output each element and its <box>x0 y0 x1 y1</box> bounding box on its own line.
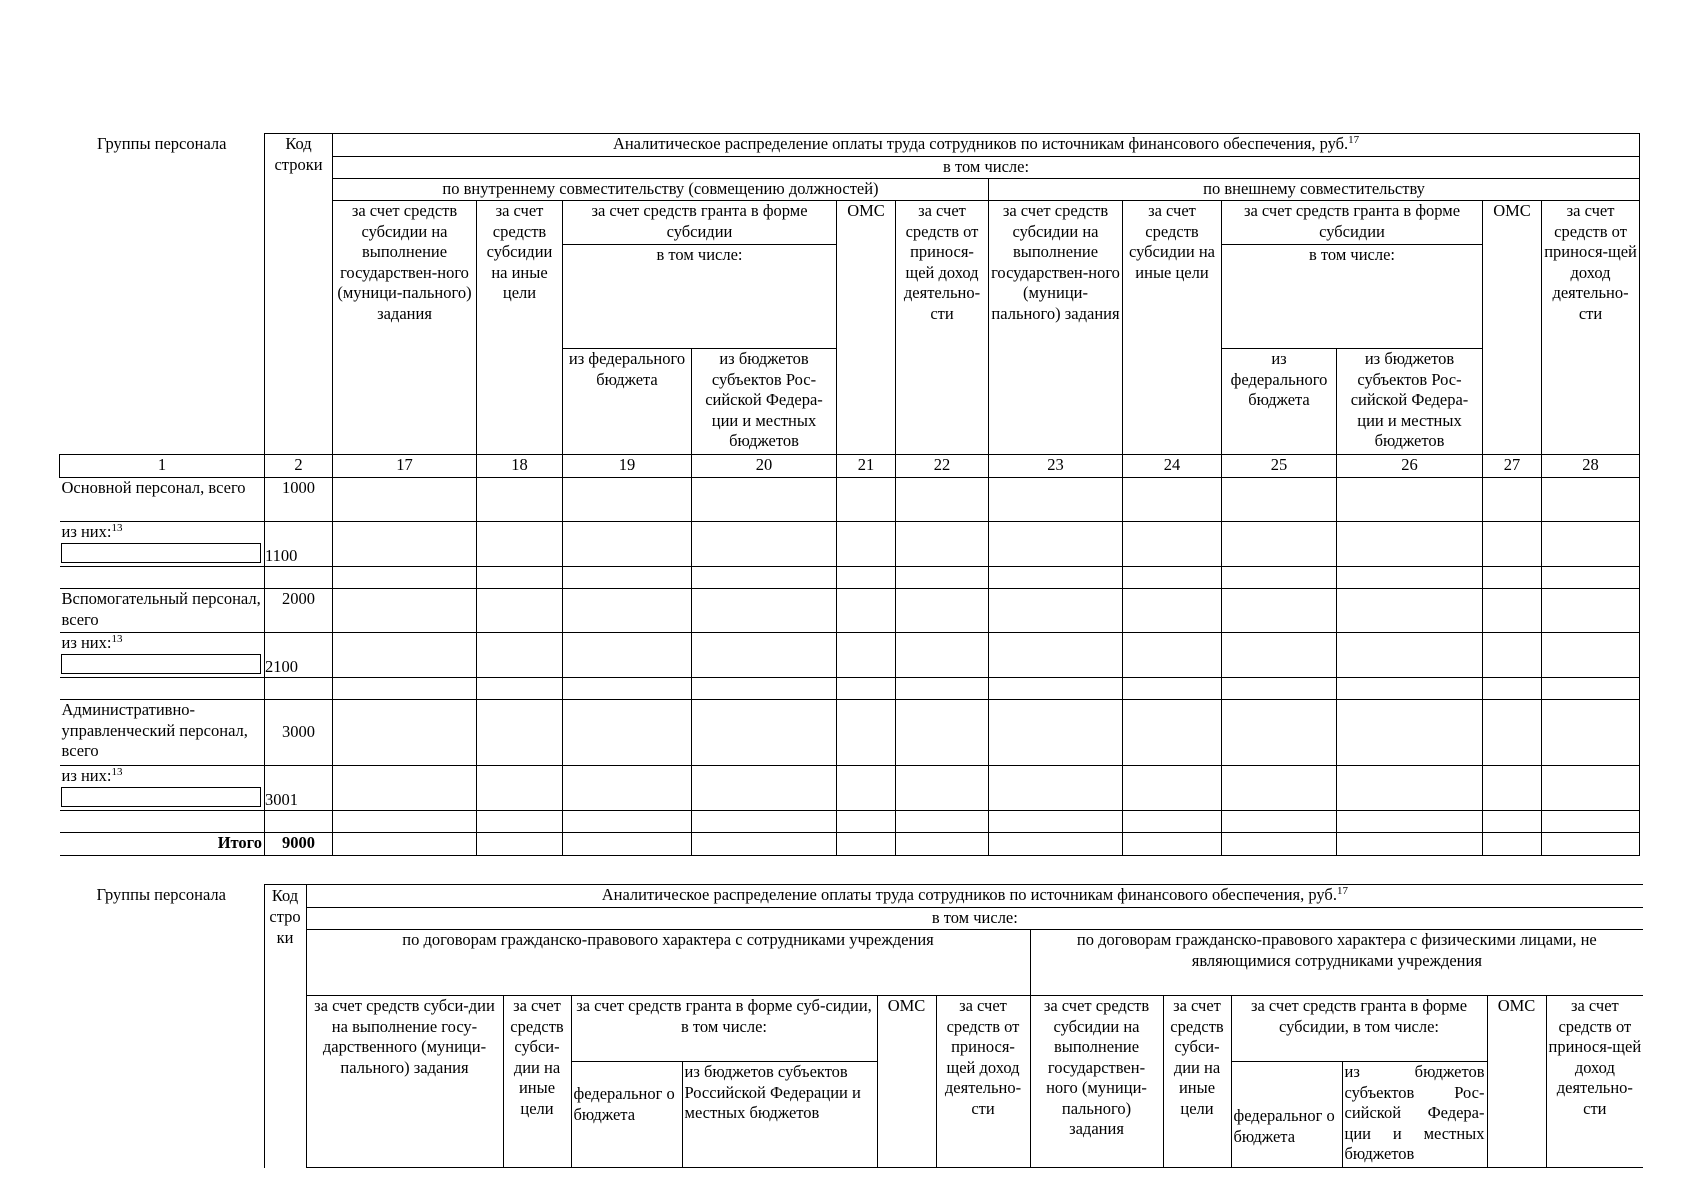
col-subsidy-other: за счет средств субсидии на иные цели <box>477 201 563 455</box>
subgroup-input[interactable] <box>61 543 261 563</box>
header-gph-individuals: по договорам гражданско-правового характера с физическими лицами, не являющимися сотрудниками учреждения <box>1030 930 1643 996</box>
col-regional-2: из бюджетов субъектов Российской Федерации и местных бюджетов <box>682 1062 877 1168</box>
row-code: 1100 <box>265 522 333 567</box>
row-code: 2000 <box>265 589 333 633</box>
col-number: 1 <box>60 455 265 478</box>
col-number: 26 <box>1337 455 1483 478</box>
col-number: 17 <box>333 455 477 478</box>
of-them-label: из них:$^{13}$ <box>61 766 123 785</box>
table-row <box>60 589 1640 633</box>
col-number: 25 <box>1222 455 1337 478</box>
col-number: 22 <box>896 455 989 478</box>
col-number: 21 <box>837 455 896 478</box>
header-internal: по внутреннему совместительству (совмещению должностей) <box>333 179 989 201</box>
total-row <box>60 833 1640 856</box>
header-external: по внешнему совместительству <box>989 179 1640 201</box>
header-title-2: Аналитическое распределение оплаты труда сотрудников по источникам финансового обеспечения, руб.$^{17}$ <box>306 885 1643 908</box>
col-income: за счет средств от принося-щей доход деятельно-сти <box>896 201 989 455</box>
header-gph-staff: по договорам гражданско-правового характера с сотрудниками учреждения <box>306 930 1030 996</box>
col-federal-ext-2: федеральног о бюджета <box>1231 1062 1342 1168</box>
header-title: Аналитическое распределение оплаты труда сотрудников по источникам финансового обеспечения, руб.$^{17}$ <box>333 134 1640 157</box>
header-code: Код строки <box>265 134 333 455</box>
col-subsidy-other-ext-2: за счет средств субси-дии на иные цели <box>1163 996 1231 1168</box>
col-regional-ext-2: из бюджетов субъектов Рос-сийской Федера-ции и местных бюджетов <box>1342 1062 1487 1168</box>
row-code: 1000 <box>265 478 333 522</box>
subgroup-input[interactable] <box>61 787 261 807</box>
col-subsidy-task-2: за счет средств субси-дии на выполнение госу-дарственного (муници-пального) задания <box>306 996 503 1168</box>
header-including: в том числе: <box>333 157 1640 179</box>
col-subsidy-other-2: за счет средств субси-дии на иные цели <box>503 996 571 1168</box>
col-grant-ext: за счет средств гранта в форме субсидии <box>1222 201 1483 245</box>
table-row <box>60 678 1640 700</box>
col-subsidy-task-ext-2: за счет средств субсидии на выполнение государствен-ного (муници-пального) задания <box>1030 996 1163 1168</box>
col-federal: из федерального бюджета <box>563 349 692 455</box>
row-label-main: Основной персонал, всего <box>60 478 265 522</box>
col-number: 24 <box>1123 455 1222 478</box>
col-subsidy-other-ext: за счет средств субсидии на иные цели <box>1123 201 1222 455</box>
personnel-pay-table-1 <box>59 133 1640 856</box>
col-federal-2: федеральног о бюджета <box>571 1062 682 1168</box>
col-grant-including-ext: в том числе: <box>1222 245 1483 349</box>
table-row <box>60 811 1640 833</box>
col-income-2: за счет средств от принося-щей доход деятельно-сти <box>936 996 1030 1168</box>
table-row <box>60 766 1640 811</box>
col-federal-ext: из федерального бюджета <box>1222 349 1337 455</box>
table-row <box>60 567 1640 589</box>
header-code-2: Код стро ки <box>264 885 306 1168</box>
row-code: 2100 <box>265 633 333 678</box>
column-numbers-row <box>60 455 1640 478</box>
header-groups: Группы персонала <box>60 134 265 455</box>
col-regional-ext: из бюджетов субъектов Рос-сийской Федера-ции и местных бюджетов <box>1337 349 1483 455</box>
personnel-pay-table-2 <box>59 884 1643 1168</box>
table-row <box>60 633 1640 678</box>
table-row <box>60 522 1640 567</box>
row-code: 3000 <box>265 700 333 766</box>
col-number: 20 <box>692 455 837 478</box>
row-label-aux: Вспомогательный персонал, всего <box>60 589 265 633</box>
of-them-cell <box>60 522 265 567</box>
col-income-ext: за счет средств от принося-щей доход деятельно-сти <box>1542 201 1640 455</box>
total-code: 9000 <box>265 833 333 856</box>
col-subsidy-task: за счет средств субсидии на выполнение государствен-ного (муници-пального) задания <box>333 201 477 455</box>
col-grant-2: за счет средств гранта в форме суб-сидии, в том числе: <box>571 996 877 1062</box>
of-them-cell <box>60 633 265 678</box>
of-them-label: из них:$^{13}$ <box>61 633 123 652</box>
col-oms-ext-2: ОМС <box>1487 996 1546 1168</box>
header-groups-2: Группы персонала <box>59 885 264 1168</box>
col-regional: из бюджетов субъектов Рос-сийской Федера-ции и местных бюджетов <box>692 349 837 455</box>
row-code: 3001 <box>265 766 333 811</box>
col-number: 27 <box>1483 455 1542 478</box>
table-row <box>60 700 1640 766</box>
header-including-2: в том числе: <box>306 908 1643 930</box>
col-grant-ext-2: за счет средств гранта в форме субсидии, в том числе: <box>1231 996 1487 1062</box>
of-them-label: из них:$^{13}$ <box>61 522 123 541</box>
col-oms-ext: ОМС <box>1483 201 1542 455</box>
subgroup-input[interactable] <box>61 654 261 674</box>
row-label-admin: Административно-управленческий персонал, всего <box>60 700 265 766</box>
total-label: Итого <box>60 833 265 856</box>
col-number: 23 <box>989 455 1123 478</box>
col-number: 28 <box>1542 455 1640 478</box>
col-grant-including: в том числе: <box>563 245 837 349</box>
col-grant: за счет средств гранта в форме субсидии <box>563 201 837 245</box>
col-income-ext-2: за счет средств от принося-щей доход деятельно-сти <box>1546 996 1643 1168</box>
col-number: 18 <box>477 455 563 478</box>
col-number: 19 <box>563 455 692 478</box>
col-oms: ОМС <box>837 201 896 455</box>
col-number: 2 <box>265 455 333 478</box>
table-row <box>60 478 1640 522</box>
col-subsidy-task-ext: за счет средств субсидии на выполнение государствен-ного (муници-пального) задания <box>989 201 1123 455</box>
col-oms-2: ОМС <box>877 996 936 1168</box>
of-them-cell <box>60 766 265 811</box>
